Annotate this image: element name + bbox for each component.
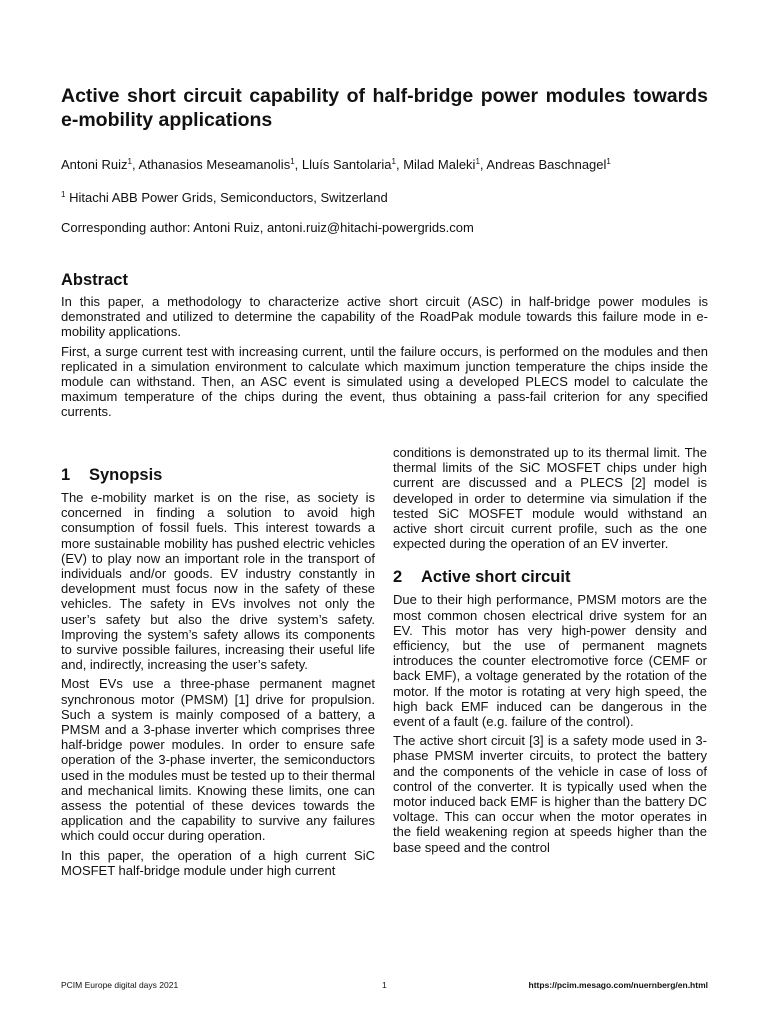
abstract-heading: Abstract [61,271,128,289]
body-paragraph: conditions is demonstrated up to its thermal limit. The thermal limits of the SiC MOSFET chips under high current are discussed and a PLECS [2] model is developed in order to determine via simulation if the tested SiC MOSFET module would withstand an active short circuit current profile, such as the one expected during the operation of an EV inverter. [393,445,707,552]
affiliation-marker: 1 [290,157,295,166]
abstract-paragraph: In this paper, a methodology to characterize active short circuit (ASC) in half-bridge power modules is demonstrated and utilized to determine the capability of the RoadPak module towards this failure mode in e-mobility applications. [61,294,708,340]
body-paragraph: The e-mobility market is on the rise, as society is concerned in finding a solution to avoid high consumption of fossil fuels. This interest towards a more sustainable mobility has pushed electric vehicles (EV) to play now an important role in the transport of individuals and/or goods. EV industry constantly in development must focus now in the safety of these vehicles. The safety in EVs involves not only the user’s safety but also the drive system’s safety. Improving the system’s safety allows its components to survive possible failures, increasing their useful life and, indirectly, increasing the user’s safety. [61,490,375,673]
right-column [393,445,707,859]
affiliation-marker: 1 [475,157,480,166]
abstract-body [61,294,708,424]
section-heading-synopsis [61,465,375,485]
abstract-paragraph: First, a surge current test with increasing current, until the failure occurs, is performed on the modules and then replicated in a simulation environment to calculate which maximum junction temperature the chips inside the module can withstand. Then, an ASC event is simulated using a developed PLECS model to calculate the maximum temperature of the chips during the event, thus obtaining a pass-fail criterion for any specified currents. [61,343,708,420]
paper-title: Active short circuit capability of half-bridge power modules towards e-mobility applications [61,85,708,131]
left-column [61,465,375,882]
author-separator: , [395,157,404,172]
corresponding-author: Corresponding author: Antoni Ruiz, antoni.ruiz@hitachi-powergrids.com [61,220,474,235]
affiliation-marker: 1 [61,190,66,199]
author-name: Lluís Santolaria [301,157,392,172]
affiliation [61,190,388,206]
author-separator: , [131,157,139,172]
page-number: 1 [382,980,387,990]
body-paragraph: In this paper, the operation of a high current SiC MOSFET half-bridge module under high current [61,847,375,878]
author-separator: , [294,157,302,172]
author-name: Antoni Ruiz [61,157,128,172]
affiliation-text: Hitachi ABB Power Grids, Semiconductors, Switzerland [69,190,388,205]
affiliation-marker: 1 [606,157,611,166]
body-paragraph: Due to their high performance, PMSM motors are the most common chosen electrical drive system for an EV. This motor has very high-power density and efficiency, but the use of permanent magnets introduces the counter electromotive force (CEMF or back EMF), a voltage generated by the rotation of the motor. If the motor is rotating at very high speed, the high back EMF induced can be dangerous in the event of a fault (e.g. failure of the control). [393,592,707,730]
section-number: 2 [393,568,403,587]
author-name: Milad Maleki [403,157,476,172]
section-title: Active short circuit [421,568,571,587]
body-paragraph: Most EVs use a three-phase permanent magnet synchronous motor (PMSM) [1] drive for propulsion. Such a system is mainly composed of a battery, a PMSM and a 3-phase inverter which comprises three half-bridge power modules. In order to ensure safe operation of the 3-phase inverter, the semiconductors used in the modules must be tested up to their thermal and mechanical limits. Knowing these limits, one can assess the potential of these devices towards the application and the capability to survive any failures which could occur during operation. [61,676,375,844]
section-heading-active-short-circuit [393,567,707,587]
footer-conference: PCIM Europe digital days 2021 [61,980,179,990]
affiliation-marker: 1 [391,157,396,166]
body-paragraph: The active short circuit [3] is a safety mode used in 3-phase PMSM inverter circuits, to protect the battery and the components of the vehicle in case of loss of control of the converter. It is typically used when the motor induced back EMF is higher than the battery DC voltage. This can occur when the motor operates in the field weakening region at speeds higher than the base speed and the control [393,733,707,855]
section-number: 1 [61,466,71,484]
author-list [61,157,611,173]
author-separator: , [479,157,487,172]
affiliation-marker: 1 [127,157,132,166]
author-name: Andreas Baschnagel [486,157,607,172]
footer-url: https://pcim.mesago.com/nuernberg/en.html [528,980,708,990]
section-title: Synopsis [89,466,163,484]
author-name: Athanasios Meseamanolis [138,157,291,172]
